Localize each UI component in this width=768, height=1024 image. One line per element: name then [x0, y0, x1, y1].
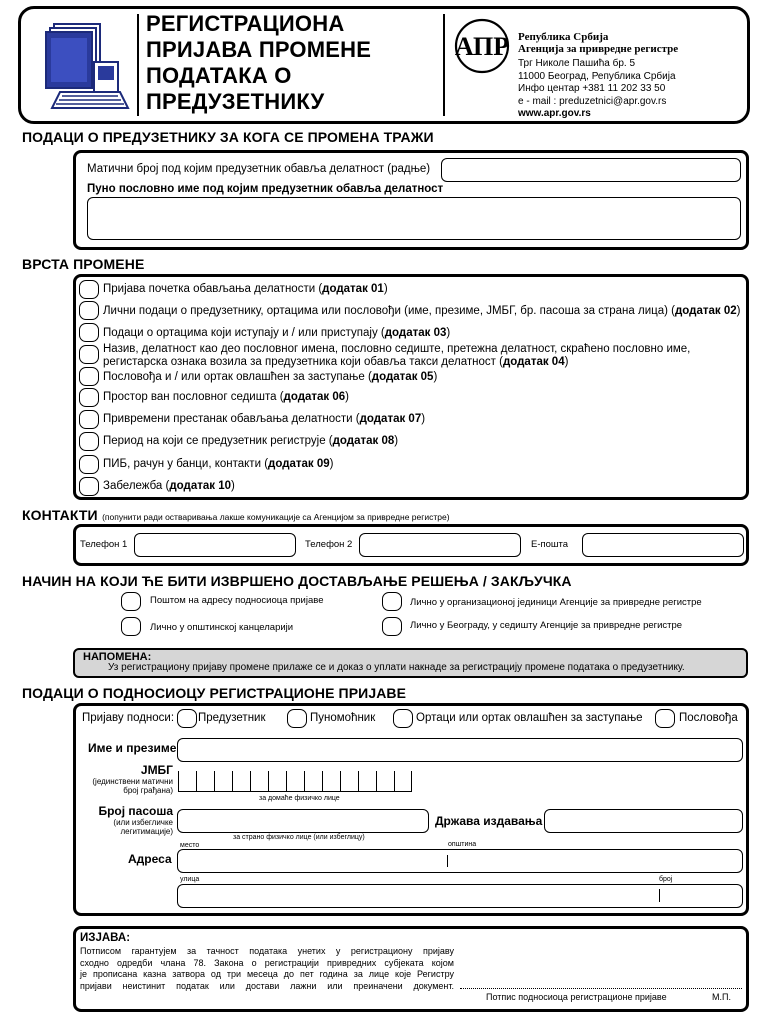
- change-checkbox-07[interactable]: [79, 410, 99, 429]
- business-name-input[interactable]: [87, 197, 741, 240]
- address-place-divider: [447, 855, 448, 867]
- phone2-label: Телефон 2: [305, 539, 353, 550]
- change-checkbox-05[interactable]: [79, 367, 99, 386]
- jmbg-input[interactable]: [178, 771, 414, 793]
- delivery-mail-checkbox[interactable]: [121, 592, 141, 611]
- passport-input[interactable]: [177, 809, 429, 833]
- change-item-08: Период на који се предузетник региструје (додатак 08): [103, 435, 399, 447]
- change-item-01: Пријава почетка обављања делатности (додатак 01): [103, 283, 388, 295]
- mb-label: Матични број под којим предузетник обавља делатност (радње): [87, 163, 431, 175]
- declaration-text: Потписом гарантујем за тачност података унетих у регистрациону пријаву сходно одредби члана 78. Закона о регистрацији привредних субјеката којом је прописана казна затвора од три месеца до пет година за лице које Регистру пријави неистинит податак или достави лажни или преиначени документ.: [80, 946, 454, 991]
- change-checkbox-09[interactable]: [79, 455, 99, 474]
- country-input[interactable]: [544, 809, 743, 833]
- delivery-municipal-checkbox[interactable]: [121, 617, 141, 636]
- change-checkbox-02[interactable]: [79, 301, 99, 320]
- phone2-input[interactable]: [359, 533, 521, 557]
- full-name-label: Име и презиме: [88, 741, 177, 755]
- change-item-04: Назив, делатност као део пословног имена, пословно седиште, претежна делатност, скраћено пословно име, регистарска ознака возила за предузетника који обавља такси делатност (додатак 04): [103, 343, 691, 368]
- submitter-manager-label: Пословођа: [679, 712, 738, 724]
- submitter-proxy-label: Пуномоћник: [310, 712, 376, 724]
- business-name-label: Пуно пословно име под којим предузетник обавља делатност: [87, 183, 444, 195]
- submitter-partner-checkbox[interactable]: [393, 709, 413, 728]
- jmbg-note: за домаће физичко лице: [259, 795, 340, 802]
- number-label: број: [659, 876, 673, 883]
- address-street-divider: [659, 889, 660, 902]
- section-entrepreneur-heading: ПОДАЦИ О ПРЕДУЗЕТНИКУ ЗА КОГА СЕ ПРОМЕНА ТРАЖИ: [22, 129, 434, 145]
- agency-contact: Трг Николе Пашића бр. 5 11000 Београд, Република Србија Инфо центар +381 11 202 33 50 e - mail : preduzetnici@apr.gov.rs www.apr.gov.rs: [518, 58, 676, 119]
- submitter-proxy-checkbox[interactable]: [287, 709, 307, 728]
- submitter-entrepreneur-checkbox[interactable]: [177, 709, 197, 728]
- change-item-02: Лични подаци о предузетнику, ортацима или пословођи (име, презиме, ЈМБГ, бр. пасоша за страна лица) (додатак 02): [103, 305, 741, 317]
- agency-name: Република Србија Агенција за привредне регистре: [518, 31, 679, 55]
- delivery-heading: НАЧИН НА КОЈИ ЋЕ БИТИ ИЗВРШЕНО ДОСТАВЉАЊЕ РЕШЕЊА / ЗАКЉУЧКА: [22, 573, 572, 589]
- delivery-org-unit-label: Лично у организационој јединици Агенције за привредне регистре: [410, 597, 702, 608]
- change-checkbox-08[interactable]: [79, 432, 99, 451]
- note-title: НАПОМЕНА:: [83, 651, 152, 663]
- street-label: улица: [180, 876, 200, 883]
- change-checkbox-04[interactable]: [79, 345, 99, 364]
- change-item-07: Привремени престанак обављања делатности (додатак 07): [103, 413, 426, 425]
- submitter-manager-checkbox[interactable]: [655, 709, 675, 728]
- change-checkbox-03[interactable]: [79, 323, 99, 342]
- signature-label: Потпис подносиоца регистрационе пријаве: [486, 992, 667, 1002]
- email-input[interactable]: [582, 533, 744, 557]
- address-place-input[interactable]: [177, 849, 743, 873]
- address-label: Адреса: [128, 852, 172, 866]
- header-divider-right: [443, 14, 445, 116]
- municipality-label: општина: [448, 841, 477, 848]
- submits-label: Пријаву подноси:: [82, 712, 175, 724]
- note-box: [73, 648, 748, 678]
- change-item-09: ПИБ, рачун у банци, контакти (додатак 09): [103, 458, 334, 470]
- delivery-municipal-label: Лично у општинској канцеларији: [150, 622, 294, 633]
- apr-logo-text: АПР: [454, 32, 510, 61]
- change-type-heading: ВРСТА ПРОМЕНЕ: [22, 256, 145, 272]
- delivery-mail-label: Поштом на адресу подносиоца пријаве: [150, 595, 324, 606]
- full-name-input[interactable]: [177, 738, 743, 762]
- contacts-heading: КОНТАКТИ: [22, 507, 98, 523]
- header-divider-left: [137, 14, 139, 116]
- contacts-subheading: (попунити ради остваривања лакше комуникације са Агенцијом за привредне регистре): [102, 512, 450, 522]
- change-item-03: Подаци о ортацима који иступају и / или приступају (додатак 03): [103, 327, 451, 339]
- change-checkbox-06[interactable]: [79, 388, 99, 407]
- form-computer-icon: [40, 22, 130, 112]
- email-label: Е-пошта: [531, 539, 569, 550]
- note-text: Уз регистрациону пријаву промене прилаже се и доказ о уплати накнаде за регистрацију промене података о предузетнику.: [108, 662, 685, 673]
- change-checkbox-10[interactable]: [79, 477, 99, 496]
- submitter-partner-label: Ортаци или ортак овлашћен за заступање: [416, 712, 643, 724]
- delivery-belgrade-label: Лично у Београду, у седишту Агенције за привредне регистре: [410, 620, 683, 631]
- submitter-entrepreneur-label: Предузетник: [198, 712, 266, 724]
- signature-line[interactable]: [460, 988, 742, 989]
- delivery-belgrade-checkbox[interactable]: [382, 617, 402, 636]
- change-item-06: Простор ван пословног седишта (додатак 06): [103, 391, 350, 403]
- mb-input[interactable]: [441, 158, 741, 182]
- phone1-label: Телефон 1: [80, 539, 128, 550]
- applicant-heading: ПОДАЦИ О ПОДНОСИОЦУ РЕГИСТРАЦИОНЕ ПРИЈАВЕ: [22, 685, 407, 701]
- phone1-input[interactable]: [134, 533, 296, 557]
- apr-logo: [453, 17, 511, 75]
- passport-note: за страно физичко лице (или избеглицу): [233, 834, 365, 841]
- passport-label-block: Број пасоша (или избегличке легитимације): [98, 804, 173, 836]
- country-label: Држава издавања: [435, 814, 543, 828]
- contacts-heading-row: [22, 507, 450, 525]
- change-checkbox-01[interactable]: [79, 280, 99, 299]
- stamp-label: М.П.: [712, 992, 731, 1002]
- website-link[interactable]: www.apr.gov.rs: [518, 108, 591, 119]
- change-item-05: Пословођа и / или ортак овлашћен за заступање (додатак 05): [103, 371, 438, 383]
- place-label: место: [180, 842, 200, 849]
- change-item-10: Забележба (додатак 10): [103, 480, 235, 492]
- jmbg-label-block: ЈМБГ (јединствени матични број грађана): [92, 763, 173, 795]
- delivery-org-unit-checkbox[interactable]: [382, 592, 402, 611]
- declaration-title: ИЗЈАВА:: [80, 932, 131, 944]
- form-title: РЕГИСТРАЦИОНА ПРИЈАВА ПРОМЕНЕ ПОДАТАКА О ПРЕДУЗЕТНИКУ: [146, 11, 372, 114]
